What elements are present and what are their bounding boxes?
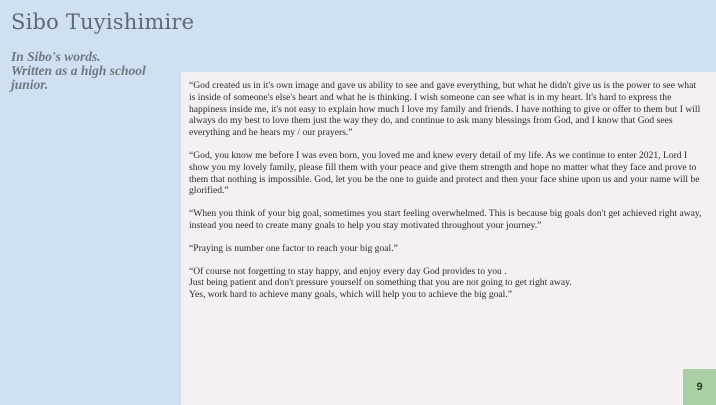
quote-panel bbox=[181, 72, 716, 405]
subtitle-line-3: junior. bbox=[11, 77, 49, 92]
quote-paragraph: “God created us in it's own image and gave us ability to see and gave everything, but what he didn't give us is the power to see what is inside of someone's else's heart and what he is thinking. I wish someone can see what is in my heart. It's hard to express the happiness inside me, it's not easy to explain how much I love my family and friends. I have nothing to give or offer to them but I will always do my best to love them just the way they do, and continue to ask many blessings from God, and I know that God sees everything and he hears my / our prayers.” bbox=[189, 80, 701, 139]
page-number-badge: 9 bbox=[683, 369, 716, 405]
subtitle bbox=[11, 50, 181, 92]
quote-paragraph: “Praying is number one factor to reach your big goal.” bbox=[189, 242, 398, 254]
page-title: Sibo Tuyishimire bbox=[11, 10, 195, 34]
quote-paragraph: “God, you know me before I was even born, you loved me and knew every detail of my life. As we continue to enter 2021, Lord I show you my lovely family, please fill them with your peace and give them strength and hope no matter what they face and prove to them that nothing is impossible. God, let you be the one to guide and protect and then your face shine upon us and your name will be glorified.” bbox=[189, 149, 700, 197]
subtitle-line-1: In Sibo's words. bbox=[11, 49, 101, 64]
quote-paragraph: “When you think of your big goal, sometimes you start feeling overwhelmed. This is because big goals don't get achieved right away, instead you need to create many goals to help you stay motivated throughout your journey.” bbox=[189, 208, 702, 231]
quote-paragraph: “Of course not forgetting to stay happy, and enjoy every day God provides to you . Just being patient and don't pressure yourself on something that you are not going to get right away. Yes, work hard to achieve many goals, which will help you to achieve the big goal.” bbox=[189, 265, 572, 301]
subtitle-line-2: Written as a high school bbox=[11, 63, 146, 78]
